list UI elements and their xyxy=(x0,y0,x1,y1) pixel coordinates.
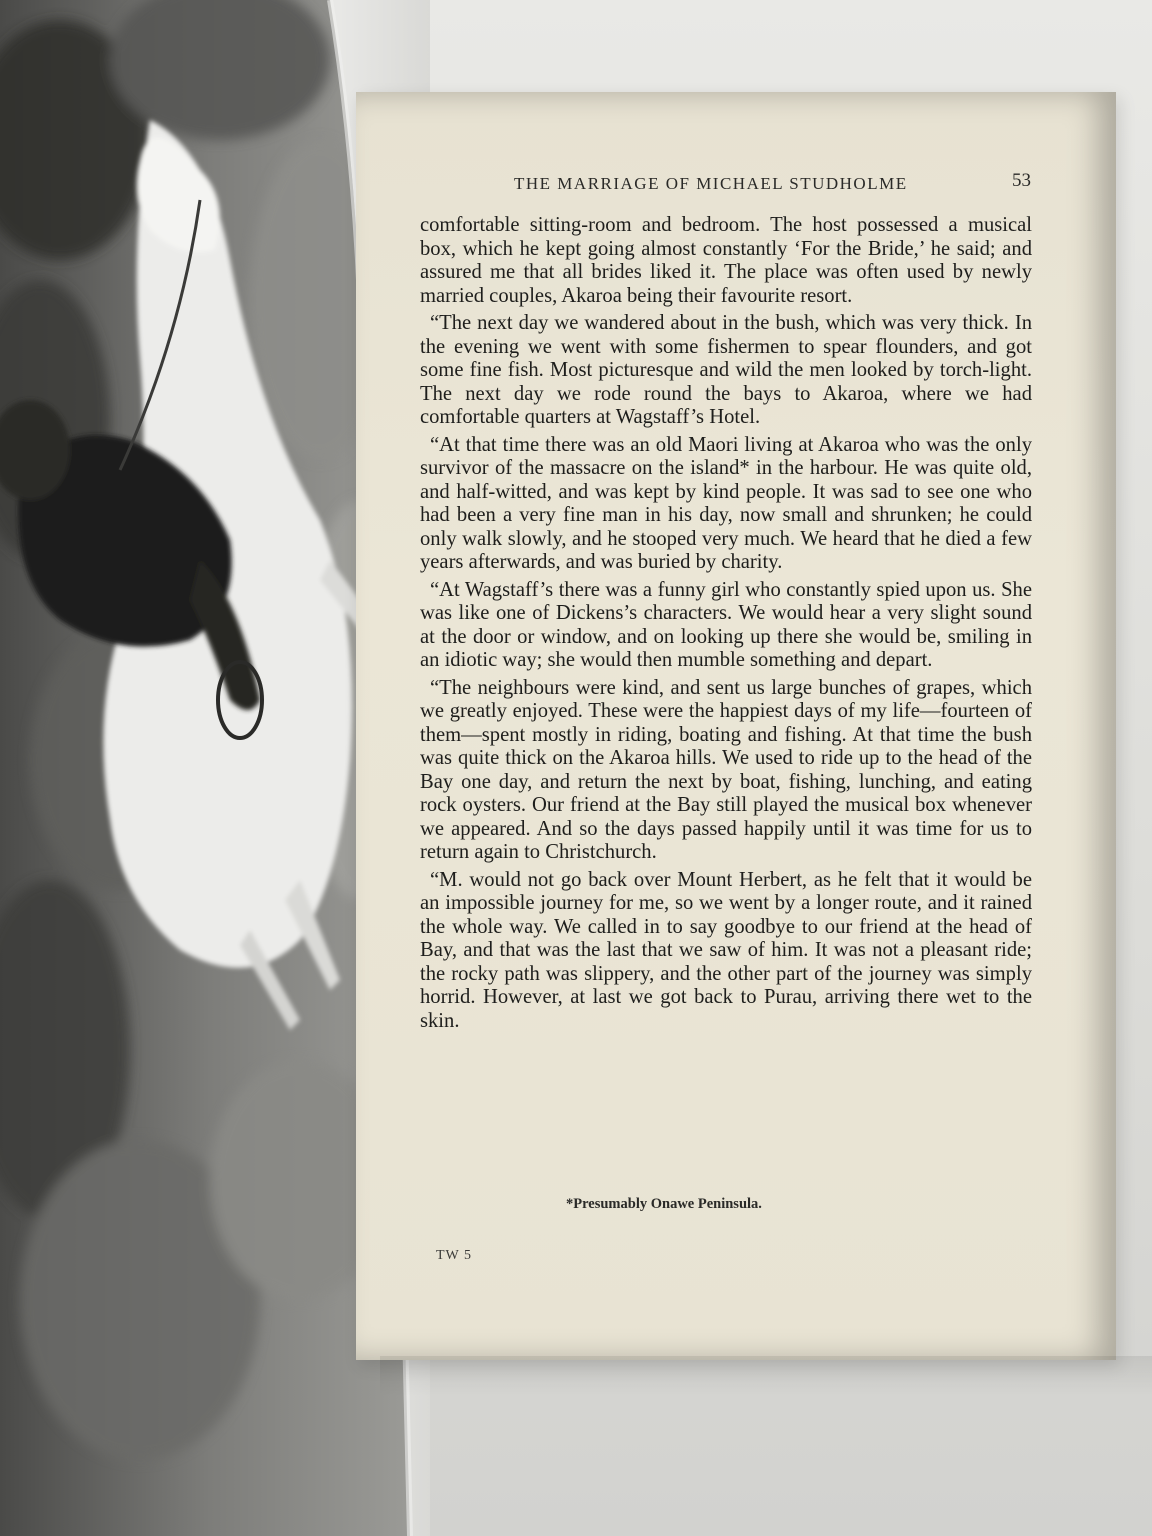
running-head: THE MARRIAGE OF MICHAEL STUDHOLME xyxy=(514,174,908,193)
page-number: 53 xyxy=(1012,170,1031,191)
paragraph: “At that time there was an old Maori living at Akaroa who was the only survivor of the massacre on the island* in the harbour. He was quite old, and half-witted, and was kept by kind people. It was sad to see one who had been a very fine man in his day, now small and shrunken; he could only walk slowly, and he stooped very much. We heard that he died a few years afterwards, and was buried by charity. xyxy=(420,433,1032,573)
page-shadow xyxy=(380,1356,1152,1396)
paragraph: “At Wagstaff’s there was a funny girl who constantly spied upon us. She was like one of Dickens’s characters. We would hear a very slight sound at the door or window, and on looking up there she would be, smiling in an idiotic way; she would then mumble something and depart. xyxy=(420,578,1032,671)
paragraph: “M. would not go back over Mount Herbert, as he felt that it would be an impossible journey for me, so we went by a longer route, and it rained the whole way. We called in to say goodbye to our friend at the head of Bay, and that was the last that we saw of him. It was not a pleasant ride; the rocky path was slippery, and the other part of the journey was simply horrid. However, at last we got back to Purau, arriving there wet to the skin. xyxy=(420,868,1032,1032)
signature-mark: TW 5 xyxy=(436,1248,473,1263)
paragraph: “The next day we wandered about in the bush, which was very thick. In the evening we went with some fishermen to spear flounders, and got some fine fish. Most picturesque and wild the men looked by torch-light. The next day we rode round the bays to Akaroa, where we had comfortable quarters at Wagstaff’s Hotel. xyxy=(420,312,1032,428)
paragraph: comfortable sitting-room and bedroom. The host possessed a musical box, which he kept going almost constantly ‘For the Bride,’ he said; and assured me that all brides liked it. The place was often used by newly married couples, Akaroa being their favourite resort. xyxy=(420,214,1032,307)
paragraph: “The neighbours were kind, and sent us large bunches of grapes, which we greatly enjoyed. These were the happiest days of my life—fourteen of them—spent mostly in riding, boating and fishing. At that time the bush was quite thick on the Akaroa hills. We used to ride up to the head of the Bay one day, and return the next by boat, fishing, lunching, and eating rock oysters. Our friend at the Bay still played the musical box whenever we appeared. And so the days passed happily until it was time for us to return again to Christchurch. xyxy=(420,676,1032,863)
footnote: *Presumably Onawe Peninsula. xyxy=(566,1196,762,1212)
body-text xyxy=(420,214,1032,1037)
